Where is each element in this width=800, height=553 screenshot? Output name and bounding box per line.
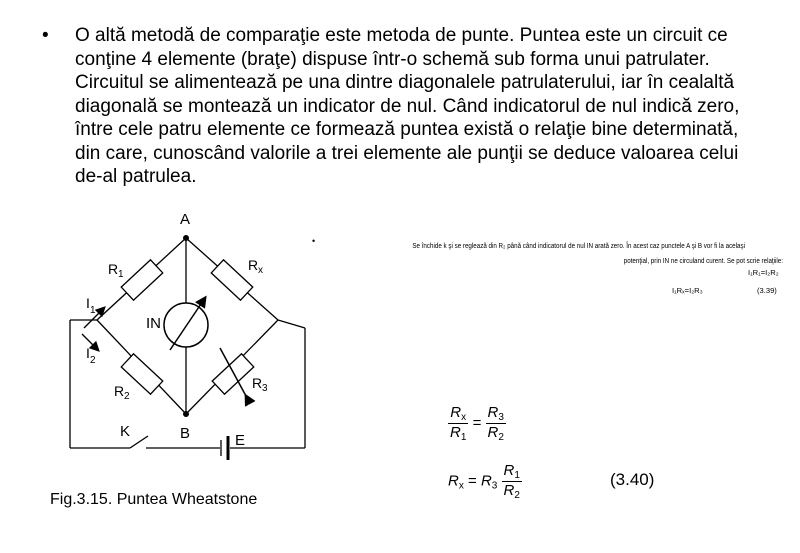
eq1-rnum: R xyxy=(487,404,499,421)
eq1-rden: R xyxy=(487,424,499,441)
label-r2-sub: 2 xyxy=(124,391,130,402)
current-i2-arrow xyxy=(82,334,98,350)
note-paragraph xyxy=(412,238,783,268)
note-line-1: Se închide k şi se reglează din R₂ până când indicatorul de nul IN arată zero. În acest caz punctele A şi B vor fi la acelaşi xyxy=(412,241,745,250)
label-i2: I xyxy=(86,345,90,361)
label-switch: K xyxy=(120,423,131,440)
eq1-den-sub: 1 xyxy=(460,432,467,443)
label-rx: R xyxy=(248,257,259,273)
intro-text: O altă metodă de comparaţie este metoda de punte. Puntea este un circuit ce conţine 4 elemente (braţe) dispuse într-o schemă sub forma unui patrulater. Circuitul se alimentează pe una dintre diagonalele patrulaterului, iar în cealaltă diagonală se montează un indicator de nul. Când indicatorul de nul indică zero, între cele patru elemente ce formează puntea există o relaţie bine determinată, din care, cunoscând valorile a trei elemente ale punţii se deduce valoarea celui de-al patrulea. xyxy=(75,25,740,187)
fraction-rx-r1 xyxy=(448,404,468,443)
resistor-rx xyxy=(211,260,253,300)
resistor-r1 xyxy=(121,260,163,300)
eq1-rden-sub: 2 xyxy=(498,432,504,443)
label-indicator: IN xyxy=(146,315,161,332)
wheatstone-bridge-diagram xyxy=(0,200,330,490)
eq2-den: R xyxy=(503,482,515,499)
figure-caption: Fig.3.15. Puntea Wheatstone xyxy=(50,491,258,508)
label-i1-sub: 1 xyxy=(90,305,96,316)
eq1-den: R xyxy=(450,424,461,441)
intro-paragraph xyxy=(42,24,762,189)
relation-2: I₁Rₓ=I₂R₃ xyxy=(672,286,703,295)
eq2-equals: = xyxy=(468,472,477,490)
eq2-num-sub: 1 xyxy=(514,470,520,481)
label-r3-sub: 3 xyxy=(262,383,268,394)
resistor-r2 xyxy=(121,354,163,394)
eq2-den-sub: 2 xyxy=(514,490,520,501)
eq1-equals: = xyxy=(472,414,482,432)
label-node-b: B xyxy=(180,425,191,442)
equation-rx xyxy=(448,462,522,501)
bullet: • xyxy=(42,25,49,46)
battery-source xyxy=(221,436,228,460)
label-source: E xyxy=(235,432,246,449)
label-r2: R xyxy=(114,383,125,399)
node-a-dot xyxy=(183,235,189,241)
equation-ratio xyxy=(448,404,506,443)
label-r1: R xyxy=(108,261,119,277)
eq2-mult-sub: 3 xyxy=(491,480,498,492)
label-i1: I xyxy=(86,295,90,311)
relation-1: I₁R₁=I₂R₂ xyxy=(748,268,779,277)
node-b-dot xyxy=(183,411,189,417)
label-r1-sub: 1 xyxy=(118,269,124,280)
eq1-num: R xyxy=(450,404,462,421)
eq2-lhs-sub: x xyxy=(458,480,464,492)
relation-tag-339: (3.39) xyxy=(757,286,777,295)
fraction-r1-r2 xyxy=(502,462,522,501)
note-bullet: • xyxy=(312,236,316,246)
label-rx-sub: x xyxy=(258,265,263,276)
label-i2-sub: 2 xyxy=(90,355,96,366)
equation-tag-340: (3.40) xyxy=(610,470,655,489)
label-node-a: A xyxy=(180,211,191,228)
eq1-rnum-sub: 3 xyxy=(498,412,504,423)
eq2-num: R xyxy=(503,462,515,479)
resistor-r3 xyxy=(212,354,254,394)
fraction-r3-r2 xyxy=(486,404,506,443)
label-r3: R xyxy=(252,375,263,391)
eq2-lhs: R xyxy=(448,472,459,490)
eq2-mult: R xyxy=(480,472,492,490)
note-line-2: potenţial, prin IN ne circuland curent. Se pot scrie relaţiile: xyxy=(623,256,783,265)
eq1-num-sub: x xyxy=(461,412,467,423)
